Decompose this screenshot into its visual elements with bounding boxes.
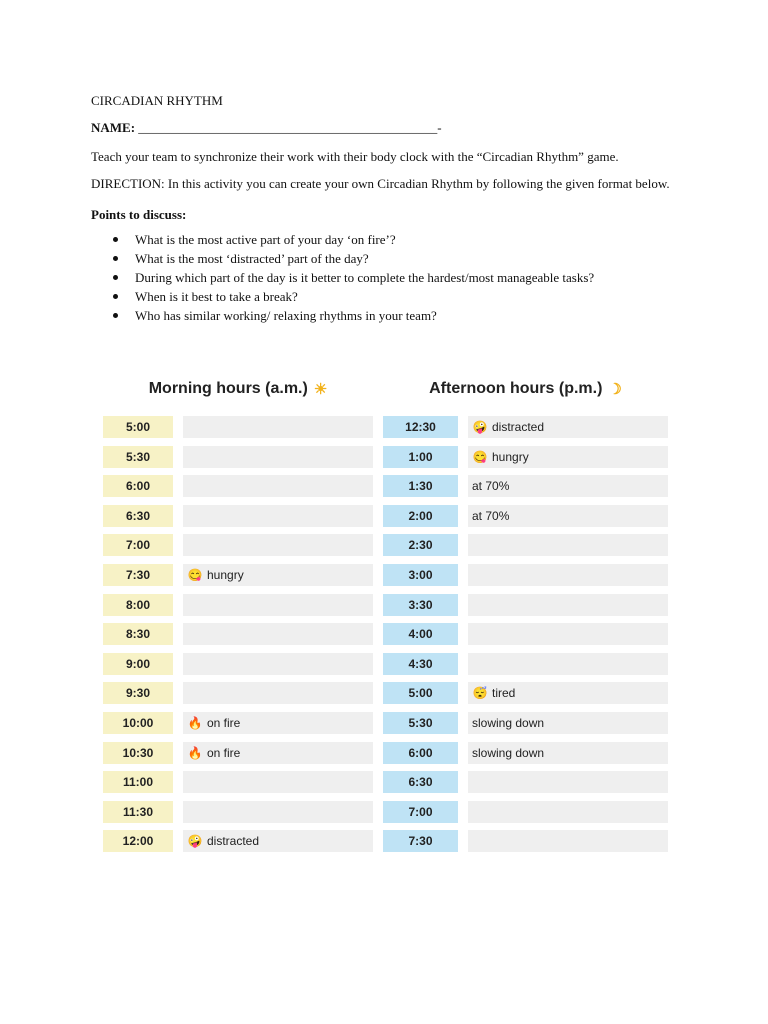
time-cell: 2:00 [383,505,458,527]
note-cell[interactable] [468,564,668,586]
table-row [103,475,373,497]
table-row [103,623,373,645]
table-row [103,594,373,616]
table-row [103,742,373,764]
note-cell[interactable] [183,771,373,793]
moon-icon: ☽ [608,381,622,398]
name-field-line [91,119,691,136]
table-row [103,416,373,438]
time-cell: 1:30 [383,475,458,497]
table-row [383,712,668,734]
morning-heading-text: Morning hours (a.m.) [148,380,308,397]
yum-face-icon: 😋 [187,567,203,582]
table-row [103,653,373,675]
note-cell[interactable] [468,594,668,616]
table-row [103,830,373,852]
note-cell[interactable] [468,505,668,527]
note-text: hungry [207,567,244,582]
table-row [383,771,668,793]
time-cell: 12:30 [383,416,458,438]
time-cell: 1:00 [383,446,458,468]
table-row [383,446,668,468]
list-item: Who has similar working/ relaxing rhythms in your team? [135,307,691,324]
table-row [383,801,668,823]
table-row [383,682,668,704]
note-cell[interactable] [183,742,373,764]
time-cell: 4:00 [383,623,458,645]
note-cell[interactable] [183,594,373,616]
table-row [103,564,373,586]
time-cell: 11:30 [103,801,173,823]
note-cell[interactable] [183,801,373,823]
note-cell[interactable] [468,446,668,468]
time-cell: 3:00 [383,564,458,586]
note-cell[interactable] [183,534,373,556]
time-cell: 5:30 [383,712,458,734]
table-row [383,830,668,852]
time-cell: 5:00 [383,682,458,704]
time-cell: 12:00 [103,830,173,852]
time-cell: 9:30 [103,682,173,704]
table-row [383,742,668,764]
time-cell: 6:00 [103,475,173,497]
note-cell[interactable] [183,505,373,527]
note-cell[interactable] [468,416,668,438]
note-text: slowing down [472,745,545,760]
time-cell: 6:30 [103,505,173,527]
time-cell: 2:30 [383,534,458,556]
time-cell: 7:30 [383,830,458,852]
zany-face-icon: 🤪 [187,834,203,849]
fire-icon: 🔥 [187,715,203,730]
note-cell[interactable] [183,446,373,468]
afternoon-rows [383,416,668,852]
note-cell[interactable] [468,682,668,704]
table-row [383,475,668,497]
note-text: distracted [492,420,545,434]
note-cell[interactable] [468,742,668,764]
document-title: CIRCADIAN RHYTHM [91,93,223,108]
table-row [103,446,373,468]
fire-icon: 🔥 [187,745,203,760]
note-text: at 70% [472,508,510,523]
intro-paragraph: Teach your team to synchronize their work with their body clock with the “Circadian Rhythm” game. [91,149,619,164]
table-row [103,505,373,527]
table-row [383,505,668,527]
morning-column [103,370,373,860]
time-cell: 7:30 [103,564,173,586]
list-item: What is the most ‘distracted’ part of the day? [135,250,691,267]
sleepy-face-icon: 😴 [472,686,488,701]
note-text: on fire [207,745,241,760]
zany-face-icon: 🤪 [472,420,488,434]
note-cell[interactable] [183,564,373,586]
table-row [103,771,373,793]
morning-rows [103,416,373,852]
direction-paragraph: DIRECTION: In this activity you can create your own Circadian Rhythm by following the given format below. [91,176,670,191]
note-cell[interactable] [468,801,668,823]
note-cell[interactable] [183,682,373,704]
time-cell: 8:00 [103,594,173,616]
note-text: at 70% [472,479,510,494]
note-cell[interactable] [468,771,668,793]
note-cell[interactable] [468,534,668,556]
time-cell: 7:00 [383,801,458,823]
time-cell: 10:30 [103,742,173,764]
morning-heading [103,370,373,408]
time-cell: 6:30 [383,771,458,793]
note-cell[interactable] [468,830,668,852]
points-heading: Points to discuss: [91,207,187,222]
list-item: When is it best to take a break? [135,288,691,305]
time-cell: 6:00 [383,742,458,764]
afternoon-heading [383,370,668,408]
note-text: on fire [207,715,241,730]
note-cell[interactable] [183,416,373,438]
table-row [103,801,373,823]
list-item: What is the most active part of your day ‘on fire’? [135,231,691,248]
time-cell: 4:30 [383,653,458,675]
time-cell: 11:00 [103,771,173,793]
note-cell[interactable] [183,712,373,734]
table-row [103,534,373,556]
time-cell: 3:30 [383,594,458,616]
table-row [103,712,373,734]
name-blank: ______________________________________________- [138,120,442,135]
afternoon-heading-text: Afternoon hours (p.m.) [429,380,603,397]
note-cell[interactable] [183,653,373,675]
afternoon-column [383,370,668,860]
note-cell[interactable] [468,653,668,675]
note-cell[interactable] [468,623,668,645]
table-row [383,416,668,438]
sun-icon: ☀ [313,381,328,398]
name-label: NAME: [91,120,136,135]
document-body [91,92,691,326]
time-cell: 8:30 [103,623,173,645]
note-cell[interactable] [468,475,668,497]
table-row [383,623,668,645]
note-cell[interactable] [468,712,668,734]
note-cell[interactable] [183,623,373,645]
table-row [383,534,668,556]
yum-face-icon: 😋 [472,449,488,464]
time-cell: 9:00 [103,653,173,675]
time-cell: 7:00 [103,534,173,556]
note-text: hungry [492,449,529,464]
table-row [103,682,373,704]
list-item: During which part of the day is it better to complete the hardest/most manageable tasks? [135,269,691,286]
time-cell: 5:00 [103,416,173,438]
time-cell: 5:30 [103,446,173,468]
note-cell[interactable] [183,475,373,497]
table-row [383,594,668,616]
note-text: distracted [207,834,260,849]
table-row [383,564,668,586]
note-text: tired [492,686,516,701]
table-row [383,653,668,675]
note-text: slowing down [472,715,545,730]
note-cell[interactable] [183,830,373,852]
discussion-points-list [91,231,691,324]
time-cell: 10:00 [103,712,173,734]
